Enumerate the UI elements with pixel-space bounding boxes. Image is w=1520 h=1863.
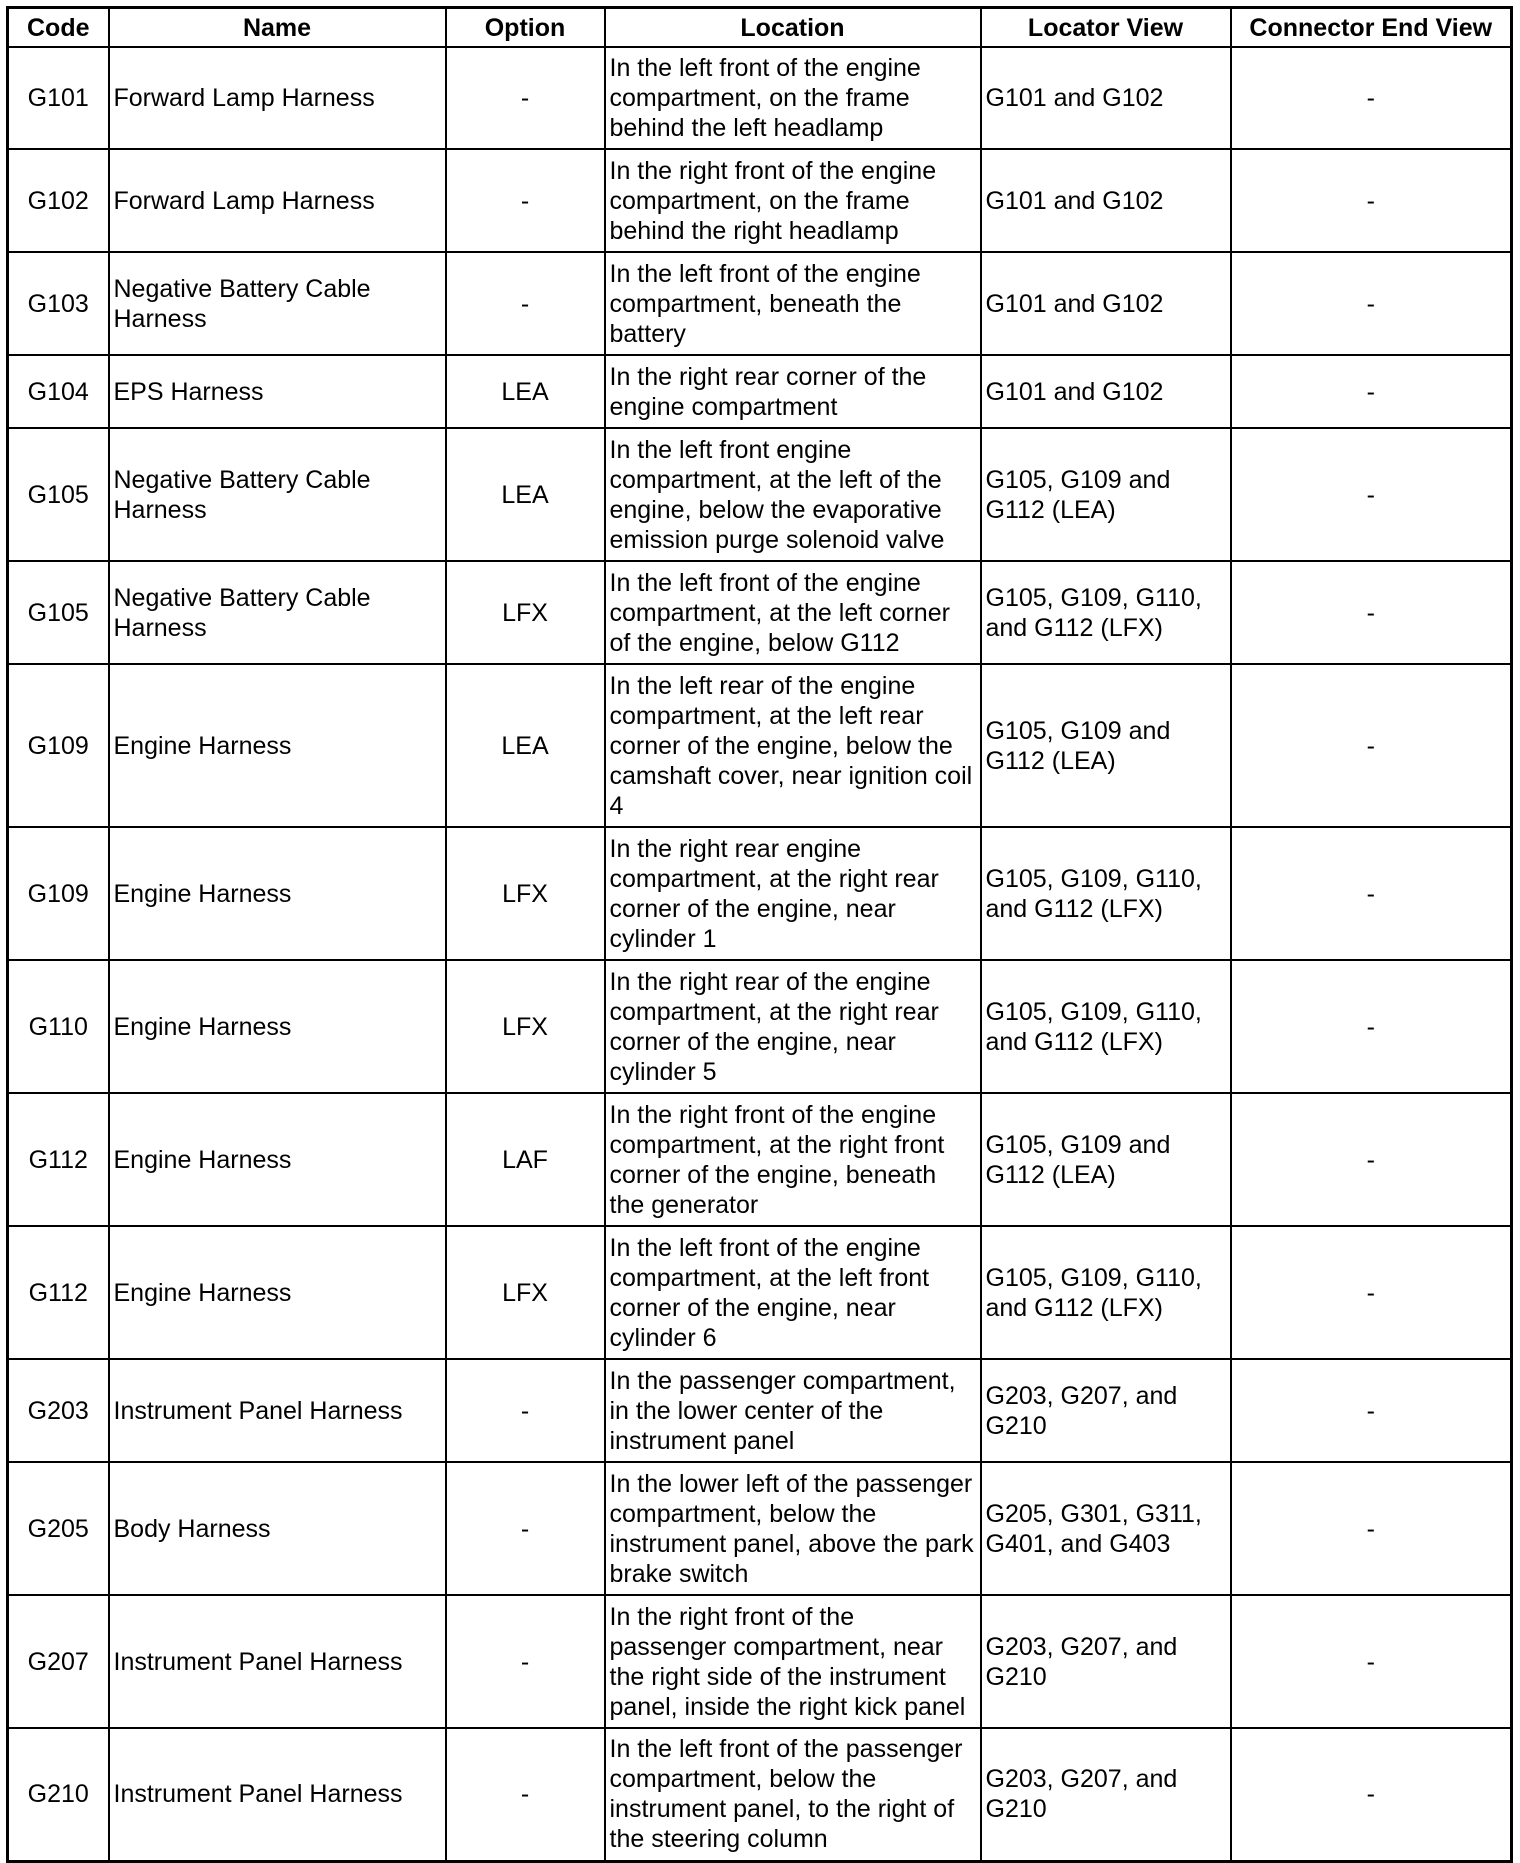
cell-option: LEA	[446, 355, 605, 428]
cell-option: LEA	[446, 664, 605, 827]
cell-name: Forward Lamp Harness	[109, 149, 446, 252]
header-row	[8, 8, 1512, 48]
table-row	[8, 1728, 1512, 1861]
cell-option: -	[446, 1462, 605, 1595]
cell-code: G112	[8, 1226, 109, 1359]
cell-name: Forward Lamp Harness	[109, 47, 446, 149]
cell-locator-view: G101 and G102	[981, 252, 1231, 355]
cell-locator-view: G105, G109, G110, and G112 (LFX)	[981, 1226, 1231, 1359]
cell-option: -	[446, 47, 605, 149]
cell-name: Instrument Panel Harness	[109, 1359, 446, 1462]
cell-code: G102	[8, 149, 109, 252]
ground-locations-sheet	[6, 6, 1510, 1863]
table-row	[8, 428, 1512, 561]
cell-locator-view: G101 and G102	[981, 47, 1231, 149]
cell-option: LAF	[446, 1093, 605, 1226]
cell-location: In the left front engine compartment, at the left of the engine, below the evaporative emission purge solenoid valve	[605, 428, 981, 561]
table-row	[8, 1595, 1512, 1728]
cell-code: G210	[8, 1728, 109, 1861]
cell-option: LEA	[446, 428, 605, 561]
cell-location: In the left front of the engine compartment, at the left front corner of the engine, near cylinder 6	[605, 1226, 981, 1359]
cell-connector-end-view: -	[1231, 664, 1512, 827]
cell-location: In the left front of the engine compartment, beneath the battery	[605, 252, 981, 355]
cell-code: G105	[8, 428, 109, 561]
cell-name: Body Harness	[109, 1462, 446, 1595]
cell-connector-end-view: -	[1231, 252, 1512, 355]
cell-location: In the right front of the passenger compartment, near the right side of the instrument panel, inside the right kick panel	[605, 1595, 981, 1728]
cell-code: G101	[8, 47, 109, 149]
cell-locator-view: G105, G109, G110, and G112 (LFX)	[981, 960, 1231, 1093]
cell-locator-view: G105, G109, G110, and G112 (LFX)	[981, 561, 1231, 664]
cell-connector-end-view: -	[1231, 1462, 1512, 1595]
table-row	[8, 664, 1512, 827]
cell-locator-view: G105, G109 and G112 (LEA)	[981, 664, 1231, 827]
cell-connector-end-view: -	[1231, 149, 1512, 252]
cell-code: G109	[8, 664, 109, 827]
cell-code: G105	[8, 561, 109, 664]
cell-connector-end-view: -	[1231, 355, 1512, 428]
table-row	[8, 355, 1512, 428]
cell-name: EPS Harness	[109, 355, 446, 428]
cell-code: G103	[8, 252, 109, 355]
cell-location: In the left front of the passenger compartment, below the instrument panel, to the right of the steering column	[605, 1728, 981, 1861]
cell-name: Instrument Panel Harness	[109, 1728, 446, 1861]
cell-location: In the right rear corner of the engine compartment	[605, 355, 981, 428]
cell-code: G104	[8, 355, 109, 428]
cell-connector-end-view: -	[1231, 1093, 1512, 1226]
cell-name: Engine Harness	[109, 1093, 446, 1226]
table-row	[8, 1359, 1512, 1462]
table-row	[8, 252, 1512, 355]
cell-option: -	[446, 1728, 605, 1861]
cell-code: G109	[8, 827, 109, 960]
table-row	[8, 1226, 1512, 1359]
cell-connector-end-view: -	[1231, 47, 1512, 149]
cell-locator-view: G105, G109 and G112 (LEA)	[981, 1093, 1231, 1226]
cell-name: Instrument Panel Harness	[109, 1595, 446, 1728]
cell-connector-end-view: -	[1231, 1595, 1512, 1728]
cell-connector-end-view: -	[1231, 561, 1512, 664]
cell-connector-end-view: -	[1231, 428, 1512, 561]
cell-option: -	[446, 149, 605, 252]
cell-code: G110	[8, 960, 109, 1093]
cell-option: LFX	[446, 827, 605, 960]
cell-code: G112	[8, 1093, 109, 1226]
table-row	[8, 827, 1512, 960]
cell-locator-view: G203, G207, and G210	[981, 1728, 1231, 1861]
cell-code: G203	[8, 1359, 109, 1462]
cell-locator-view: G105, G109, G110, and G112 (LFX)	[981, 827, 1231, 960]
cell-name: Engine Harness	[109, 664, 446, 827]
cell-locator-view: G101 and G102	[981, 149, 1231, 252]
cell-locator-view: G203, G207, and G210	[981, 1595, 1231, 1728]
cell-locator-view: G105, G109 and G112 (LEA)	[981, 428, 1231, 561]
cell-option: -	[446, 1359, 605, 1462]
header-location: Location	[605, 8, 981, 48]
cell-code: G207	[8, 1595, 109, 1728]
header-connector-end-view: Connector End View	[1231, 8, 1512, 48]
cell-option: LFX	[446, 1226, 605, 1359]
cell-name: Engine Harness	[109, 1226, 446, 1359]
cell-connector-end-view: -	[1231, 1226, 1512, 1359]
cell-location: In the passenger compartment, in the lower center of the instrument panel	[605, 1359, 981, 1462]
cell-connector-end-view: -	[1231, 1728, 1512, 1861]
table-row	[8, 960, 1512, 1093]
table-row	[8, 149, 1512, 252]
cell-name: Negative Battery Cable Harness	[109, 428, 446, 561]
table-row	[8, 561, 1512, 664]
cell-connector-end-view: -	[1231, 827, 1512, 960]
cell-location: In the left front of the engine compartment, on the frame behind the left headlamp	[605, 47, 981, 149]
header-code: Code	[8, 8, 109, 48]
cell-code: G205	[8, 1462, 109, 1595]
cell-locator-view: G205, G301, G311, G401, and G403	[981, 1462, 1231, 1595]
cell-option: LFX	[446, 960, 605, 1093]
cell-connector-end-view: -	[1231, 1359, 1512, 1462]
cell-option: LFX	[446, 561, 605, 664]
cell-option: -	[446, 252, 605, 355]
table-row	[8, 1093, 1512, 1226]
cell-name: Engine Harness	[109, 827, 446, 960]
cell-location: In the right front of the engine compartment, on the frame behind the right headlamp	[605, 149, 981, 252]
cell-location: In the right rear engine compartment, at the right rear corner of the engine, near cylinder 1	[605, 827, 981, 960]
header-option: Option	[446, 8, 605, 48]
cell-connector-end-view: -	[1231, 960, 1512, 1093]
cell-location: In the right front of the engine compartment, at the right front corner of the engine, beneath the generator	[605, 1093, 981, 1226]
cell-option: -	[446, 1595, 605, 1728]
header-name: Name	[109, 8, 446, 48]
cell-location: In the right rear of the engine compartment, at the right rear corner of the engine, near cylinder 5	[605, 960, 981, 1093]
cell-name: Engine Harness	[109, 960, 446, 1093]
cell-location: In the left rear of the engine compartment, at the left rear corner of the engine, below the camshaft cover, near ignition coil 4	[605, 664, 981, 827]
cell-name: Negative Battery Cable Harness	[109, 252, 446, 355]
cell-location: In the lower left of the passenger compartment, below the instrument panel, above the park brake switch	[605, 1462, 981, 1595]
header-locator-view: Locator View	[981, 8, 1231, 48]
cell-locator-view: G203, G207, and G210	[981, 1359, 1231, 1462]
ground-locations-table	[6, 6, 1513, 1863]
cell-location: In the left front of the engine compartment, at the left corner of the engine, below G112	[605, 561, 981, 664]
cell-locator-view: G101 and G102	[981, 355, 1231, 428]
cell-name: Negative Battery Cable Harness	[109, 561, 446, 664]
table-row	[8, 1462, 1512, 1595]
table-row	[8, 47, 1512, 149]
